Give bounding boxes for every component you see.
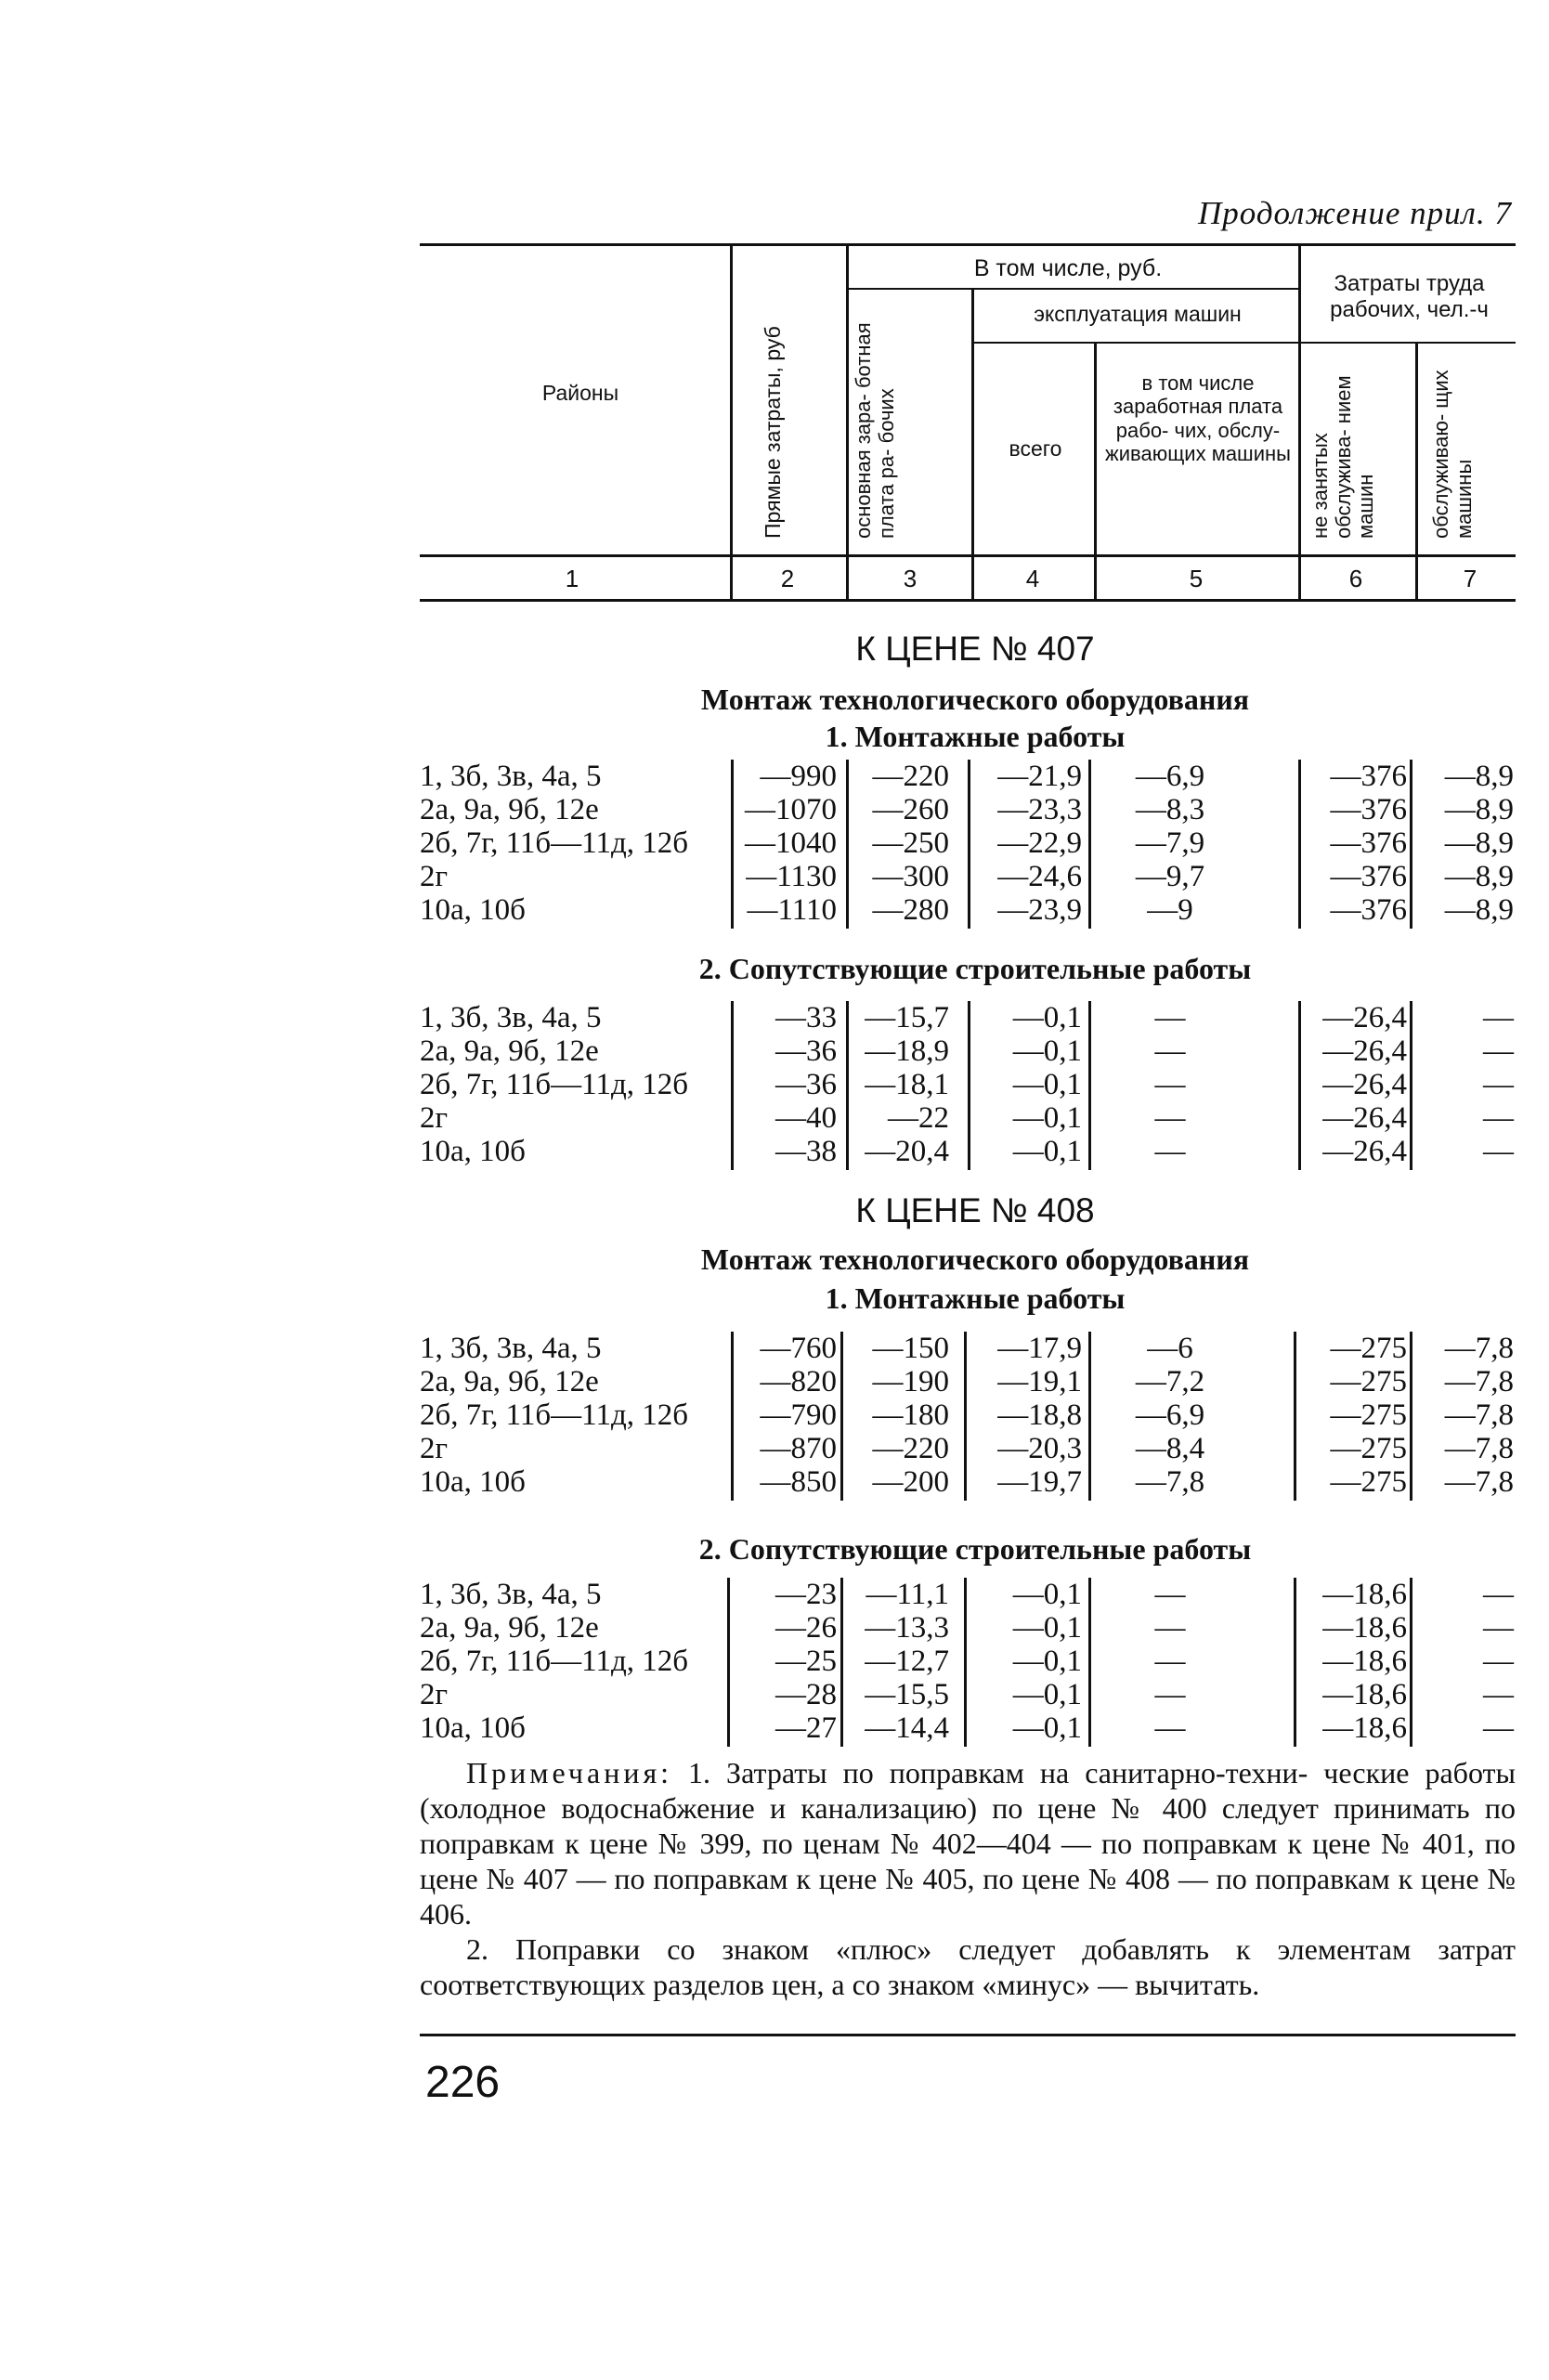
vline bbox=[1088, 760, 1091, 929]
table-cell: —28 bbox=[775, 1678, 837, 1711]
section-407-subtitle-1: 1. Монтажные работы bbox=[825, 720, 1126, 753]
table-cell: 10а, 10б bbox=[420, 1465, 526, 1499]
table-cell: —760 bbox=[760, 1332, 837, 1365]
table-cell: — bbox=[1483, 1578, 1514, 1611]
table-cell: 2г bbox=[420, 1432, 449, 1465]
table-cell: —17,9 bbox=[997, 1332, 1082, 1365]
table-cell: —7,8 bbox=[1444, 1432, 1514, 1465]
table-cell: 10а, 10б bbox=[420, 893, 526, 927]
col-number-1: 1 bbox=[565, 565, 579, 592]
table-cell: —15,5 bbox=[865, 1678, 949, 1711]
col-busy-header: обслуживаю- щих машины bbox=[1429, 370, 1476, 539]
vline-1 bbox=[730, 243, 733, 599]
table-cell: 2б, 7г, 11б—11д, 12б bbox=[420, 1398, 689, 1432]
table-cell: —275 bbox=[1330, 1365, 1407, 1398]
col-incl-wage-header: в том числе заработная плата рабо- чих, обслу- живающих машины bbox=[1105, 371, 1291, 465]
table-cell: —376 bbox=[1330, 860, 1407, 893]
table-cell: —26,4 bbox=[1322, 1135, 1407, 1168]
table-cell: —19,1 bbox=[997, 1365, 1082, 1398]
table-cell: —21,9 bbox=[997, 760, 1082, 793]
table-cell: —790 bbox=[760, 1398, 837, 1432]
table-cell: —0,1 bbox=[1012, 1645, 1082, 1678]
table-cell: —275 bbox=[1330, 1398, 1407, 1432]
table-cell: —18,8 bbox=[997, 1398, 1082, 1432]
table-cell: —376 bbox=[1330, 760, 1407, 793]
table-cell: 10а, 10б bbox=[420, 1711, 526, 1745]
table-cell: —0,1 bbox=[1012, 1711, 1082, 1745]
note-2: 2. Поправки со знаком «плюс» следует добавлять к элементам затрат соответствующих разделов цен, а со знаком «минус» — вычитать. bbox=[420, 1932, 1516, 2001]
vline-6 bbox=[1415, 342, 1418, 599]
table-cell: 1, 3б, 3в, 4а, 5 bbox=[420, 1578, 602, 1611]
vline-5 bbox=[1298, 243, 1301, 599]
vline bbox=[964, 1332, 967, 1501]
table-cell: —23,9 bbox=[997, 893, 1082, 927]
table-cell: — bbox=[1483, 1678, 1514, 1711]
vline bbox=[846, 1001, 849, 1170]
table-cell: — bbox=[1483, 1645, 1514, 1678]
running-header: Продолжение прил. 7 bbox=[1198, 195, 1512, 231]
vline bbox=[1298, 760, 1301, 929]
vline bbox=[1088, 1001, 1091, 1170]
table-cell: —1130 bbox=[746, 860, 837, 893]
table-cell: 2г bbox=[420, 1678, 449, 1711]
table-cell: —19,7 bbox=[997, 1465, 1082, 1499]
vline bbox=[1298, 1001, 1301, 1170]
footer-rule bbox=[420, 2034, 1516, 2036]
vline bbox=[1410, 1578, 1412, 1747]
table-cell: —8,9 bbox=[1444, 893, 1514, 927]
col-number-6: 6 bbox=[1348, 565, 1363, 592]
col-number-3: 3 bbox=[903, 565, 918, 592]
vline-4 bbox=[1094, 342, 1097, 599]
table-cell: —25 bbox=[775, 1645, 837, 1678]
vline bbox=[840, 1578, 843, 1747]
table-cell: — bbox=[1483, 1611, 1514, 1645]
table-cell: — bbox=[1483, 1101, 1514, 1135]
table-cell: —18,6 bbox=[1322, 1645, 1407, 1678]
section-408-price: К ЦЕНЕ № 408 bbox=[855, 1191, 1095, 1229]
table-cell: —260 bbox=[872, 793, 949, 826]
table-cell: —27 bbox=[775, 1711, 837, 1745]
table-cell: —22,9 bbox=[997, 826, 1082, 860]
section-408-title: Монтаж технологического оборудования bbox=[700, 1242, 1250, 1276]
table-cell: — bbox=[1154, 1645, 1186, 1678]
table-cell: —275 bbox=[1330, 1432, 1407, 1465]
table-cell: 10а, 10б bbox=[420, 1135, 526, 1168]
table-cell: —18,6 bbox=[1322, 1711, 1407, 1745]
table-cell: —990 bbox=[760, 760, 837, 793]
table-cell: —0,1 bbox=[1012, 1034, 1082, 1068]
vline bbox=[731, 1332, 734, 1501]
table-cell: —23 bbox=[775, 1578, 837, 1611]
table-cell: 2б, 7г, 11б—11д, 12б bbox=[420, 1068, 689, 1101]
col-wage-header: основная зара- ботная плата ра- бочих bbox=[852, 322, 898, 539]
vline bbox=[1410, 1332, 1412, 1501]
table-cell: —250 bbox=[872, 826, 949, 860]
vline bbox=[968, 760, 970, 929]
table-cell: —26,4 bbox=[1322, 1101, 1407, 1135]
table-cell: 2г bbox=[420, 860, 449, 893]
header-top-rule bbox=[420, 243, 1516, 246]
table-cell: —6,9 bbox=[1135, 1398, 1205, 1432]
section-407-price: К ЦЕНЕ № 407 bbox=[855, 630, 1095, 668]
table-cell: —7,8 bbox=[1444, 1465, 1514, 1499]
table-cell: —820 bbox=[760, 1365, 837, 1398]
page-number: 226 bbox=[425, 2058, 501, 2107]
vline bbox=[1410, 1001, 1412, 1170]
table-cell: —13,3 bbox=[865, 1611, 949, 1645]
vline bbox=[1088, 1332, 1091, 1501]
table-cell: — bbox=[1483, 1034, 1514, 1068]
col-number-5: 5 bbox=[1189, 565, 1204, 592]
table-cell: —18,6 bbox=[1322, 1578, 1407, 1611]
table-cell: —200 bbox=[872, 1465, 949, 1499]
table-cell: —7,8 bbox=[1444, 1398, 1514, 1432]
col-direct-header: Прямые затраты, руб bbox=[761, 326, 785, 539]
header-bottom-rule bbox=[420, 599, 1516, 602]
vline bbox=[846, 760, 849, 929]
col-number-7: 7 bbox=[1463, 565, 1477, 592]
table-cell: 2а, 9а, 9б, 12е bbox=[420, 793, 599, 826]
table-cell: —8,9 bbox=[1444, 793, 1514, 826]
table-cell: —40 bbox=[775, 1101, 837, 1135]
exploit-rule bbox=[973, 342, 1298, 344]
table-cell: —22 bbox=[888, 1101, 949, 1135]
table-cell: 1, 3б, 3в, 4а, 5 bbox=[420, 1332, 602, 1365]
table-cell: —20,3 bbox=[997, 1432, 1082, 1465]
table-cell: —36 bbox=[775, 1034, 837, 1068]
table-cell: —26,4 bbox=[1322, 1068, 1407, 1101]
table-cell: —38 bbox=[775, 1135, 837, 1168]
table-cell: —0,1 bbox=[1012, 1101, 1082, 1135]
table-cell: —376 bbox=[1330, 893, 1407, 927]
table-cell: —26,4 bbox=[1322, 1034, 1407, 1068]
table-cell: —1040 bbox=[745, 826, 837, 860]
notes bbox=[420, 1755, 1516, 2002]
table-cell: —14,4 bbox=[865, 1711, 949, 1745]
incl-rule bbox=[848, 288, 1298, 290]
table-cell: —0,1 bbox=[1012, 1678, 1082, 1711]
section-407-subtitle-2: 2. Сопутствующие строительные работы bbox=[698, 952, 1252, 985]
table-cell: 2а, 9а, 9б, 12е bbox=[420, 1365, 599, 1398]
table-cell: — bbox=[1154, 1711, 1186, 1745]
table-cell: —150 bbox=[872, 1332, 949, 1365]
table-cell: — bbox=[1483, 1068, 1514, 1101]
table-cell: —18,6 bbox=[1322, 1678, 1407, 1711]
group-labor-header: Затраты труда рабочих, чел.-ч bbox=[1330, 271, 1489, 322]
table-cell: —376 bbox=[1330, 826, 1407, 860]
vline bbox=[1294, 1578, 1296, 1747]
col-not-busy-header: не занятых обслужива- нием машин bbox=[1308, 375, 1378, 539]
table-cell: —26 bbox=[775, 1611, 837, 1645]
table-cell: —870 bbox=[760, 1432, 837, 1465]
vline-2 bbox=[846, 243, 849, 599]
table-cell: —23,3 bbox=[997, 793, 1082, 826]
vline bbox=[1294, 1332, 1296, 1501]
table-cell: 2а, 9а, 9б, 12е bbox=[420, 1611, 599, 1645]
table-cell: — bbox=[1154, 1001, 1186, 1034]
table-cell: —220 bbox=[872, 1432, 949, 1465]
table-cell: —18,9 bbox=[865, 1034, 949, 1068]
vline bbox=[964, 1578, 967, 1747]
table-cell: — bbox=[1154, 1611, 1186, 1645]
table-cell: —300 bbox=[872, 860, 949, 893]
table-cell: —33 bbox=[775, 1001, 837, 1034]
table-cell: 2г bbox=[420, 1101, 449, 1135]
table-cell: —0,1 bbox=[1012, 1001, 1082, 1034]
vline bbox=[1088, 1578, 1091, 1747]
note-1 bbox=[420, 1755, 1516, 1931]
table-cell: —7,8 bbox=[1135, 1465, 1205, 1499]
table-cell: —0,1 bbox=[1012, 1611, 1082, 1645]
vline bbox=[731, 1001, 734, 1170]
table-cell: 2б, 7г, 11б—11д, 12б bbox=[420, 1645, 689, 1678]
table-cell: — bbox=[1154, 1135, 1186, 1168]
table-cell: —8,4 bbox=[1135, 1432, 1205, 1465]
table-cell: —7,2 bbox=[1135, 1365, 1205, 1398]
section-408-subtitle-2: 2. Сопутствующие строительные работы bbox=[698, 1532, 1252, 1566]
table-cell: —24,6 bbox=[997, 860, 1082, 893]
col-total-header: всего bbox=[1009, 436, 1062, 461]
col-region-header: Районы bbox=[541, 381, 619, 405]
vline bbox=[731, 760, 734, 929]
table-cell: —376 bbox=[1330, 793, 1407, 826]
table-cell: —0,1 bbox=[1012, 1578, 1082, 1611]
table-cell: —7,8 bbox=[1444, 1365, 1514, 1398]
table-cell: —180 bbox=[872, 1398, 949, 1432]
table-cell: —275 bbox=[1330, 1332, 1407, 1365]
table-cell: —6,9 bbox=[1135, 760, 1205, 793]
table-cell: —280 bbox=[872, 893, 949, 927]
header-middle-rule bbox=[420, 554, 1516, 557]
col-number-2: 2 bbox=[780, 565, 795, 592]
table-cell: — bbox=[1483, 1001, 1514, 1034]
table-cell: —850 bbox=[760, 1465, 837, 1499]
table-cell: —36 bbox=[775, 1068, 837, 1101]
table-cell: — bbox=[1154, 1068, 1186, 1101]
labor-rule bbox=[1300, 342, 1516, 344]
vline bbox=[840, 1332, 843, 1501]
table-cell: —220 bbox=[872, 760, 949, 793]
vline bbox=[968, 1001, 970, 1170]
table-cell: 1, 3б, 3в, 4а, 5 bbox=[420, 760, 602, 793]
table-cell: —190 bbox=[872, 1365, 949, 1398]
notes-label: Примечания: bbox=[466, 1756, 673, 1789]
table-cell: —7,8 bbox=[1444, 1332, 1514, 1365]
table-cell: —0,1 bbox=[1012, 1135, 1082, 1168]
table-cell: —6 bbox=[1147, 1332, 1193, 1365]
table-cell: —275 bbox=[1330, 1465, 1407, 1499]
table-cell: — bbox=[1154, 1101, 1186, 1135]
table-cell: — bbox=[1154, 1578, 1186, 1611]
group-exploit-header: эксплуатация машин bbox=[1034, 302, 1242, 326]
section-407-title: Монтаж технологического оборудования bbox=[700, 683, 1250, 716]
table-cell: —8,3 bbox=[1135, 793, 1205, 826]
table-cell: —12,7 bbox=[865, 1645, 949, 1678]
group-incl-header: В том числе, руб. bbox=[973, 255, 1163, 281]
section-408-subtitle-1: 1. Монтажные работы bbox=[825, 1281, 1126, 1315]
table-cell: — bbox=[1483, 1135, 1514, 1168]
col-number-4: 4 bbox=[1025, 565, 1040, 592]
table-cell: —9 bbox=[1147, 893, 1193, 927]
table-cell: —8,9 bbox=[1444, 860, 1514, 893]
table-cell: —7,9 bbox=[1135, 826, 1205, 860]
table-cell: —20,4 bbox=[865, 1135, 949, 1168]
table-cell: 2б, 7г, 11б—11д, 12б bbox=[420, 826, 689, 860]
table-cell: 1, 3б, 3в, 4а, 5 bbox=[420, 1001, 602, 1034]
table-cell: — bbox=[1483, 1711, 1514, 1745]
table-cell: —26,4 bbox=[1322, 1001, 1407, 1034]
table-cell: —9,7 bbox=[1135, 860, 1205, 893]
table-cell: —18,6 bbox=[1322, 1611, 1407, 1645]
note-1-text: 1. Затраты по поправкам на санитарно-техни- ческие работы (холодное водоснабжение и канализацию) по цене № 400 следует принимать по поправкам к цене № 399, по ценам № 402—404 — по поправкам к цене № 401, по цене № 407 — по поправкам к цене № 405, по цене № 408 — по поправкам к цене № 406. bbox=[420, 1756, 1516, 1931]
table-cell: — bbox=[1154, 1034, 1186, 1068]
table-cell: —18,1 bbox=[865, 1068, 949, 1101]
table-cell: —0,1 bbox=[1012, 1068, 1082, 1101]
table-cell: —8,9 bbox=[1444, 760, 1514, 793]
vline bbox=[727, 1578, 730, 1747]
table-cell: — bbox=[1154, 1678, 1186, 1711]
table-cell: —15,7 bbox=[865, 1001, 949, 1034]
table-cell: —11,1 bbox=[866, 1578, 949, 1611]
table-cell: —1070 bbox=[745, 793, 837, 826]
vline-3 bbox=[971, 288, 974, 599]
table-cell: 2а, 9а, 9б, 12е bbox=[420, 1034, 599, 1068]
table-cell: —8,9 bbox=[1444, 826, 1514, 860]
vline bbox=[1410, 760, 1412, 929]
table-cell: —1110 bbox=[747, 893, 837, 927]
